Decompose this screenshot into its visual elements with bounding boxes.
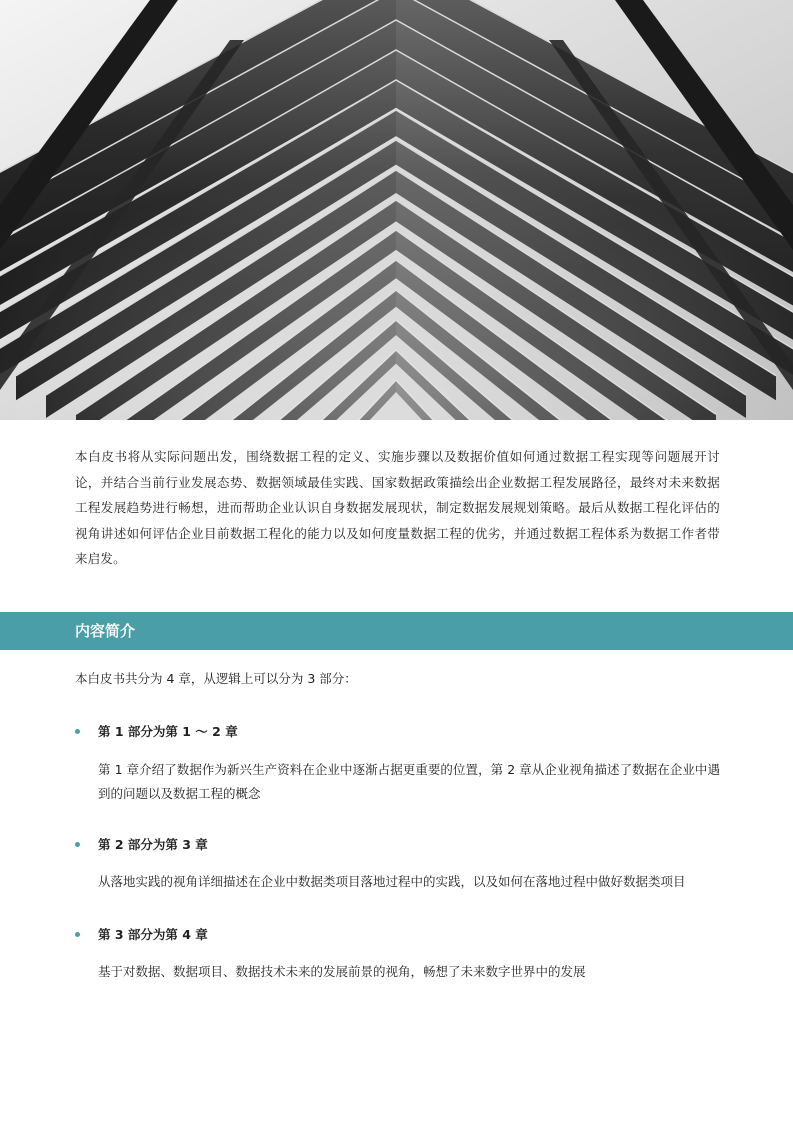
summary-text: 本白皮书共分为 4 章，从逻辑上可以分为 3 部分：: [75, 671, 357, 686]
part-description: 基于对数据、数据项目、数据技术未来的发展前景的视角，畅想了未来数字世界中的发展: [98, 964, 586, 979]
intro-paragraph: 本白皮书将从实际问题出发，围绕数据工程的定义、实施步骤以及数据价值如何通过数据工程实现等问题展开讨论，并结合当前行业发展态势、数据领域最佳实践、国家数据政策描绘出企业数据工程发展路径，最终对未来数据工程发展趋势进行畅想，进而帮助企业认识自身数据发展现状，制定数据发展规划策略。最后从数据工程化评估的视角讲述如何评估企业目前数据工程化的能力以及如何度量数据工程的优劣，并通过数据工程体系为数据工作者带来启发。: [75, 449, 720, 566]
part-description: 从落地实践的视角详细描述在企业中数据类项目落地过程中的实践，以及如何在落地过程中做好数据类项目: [98, 874, 686, 889]
bullet-dot-icon: [75, 842, 80, 847]
section-title: 内容简介: [75, 622, 136, 640]
bullet-dot-icon: [75, 932, 80, 937]
hero-image: [0, 0, 793, 420]
part-description: 第 1 章介绍了数据作为新兴生产资料在企业中逐渐占据更重要的位置，第 2 章从企业视角描述了数据在企业中遇到的问题以及数据工程的概念: [98, 762, 720, 801]
section-header-bar: [0, 612, 793, 650]
part-title: 第 3 部分为第 4 章: [98, 927, 208, 942]
part-title: 第 1 部分为第 1 ～ 2 章: [98, 724, 238, 739]
bullet-dot-icon: [75, 729, 80, 734]
part-title: 第 2 部分为第 3 章: [98, 837, 208, 852]
